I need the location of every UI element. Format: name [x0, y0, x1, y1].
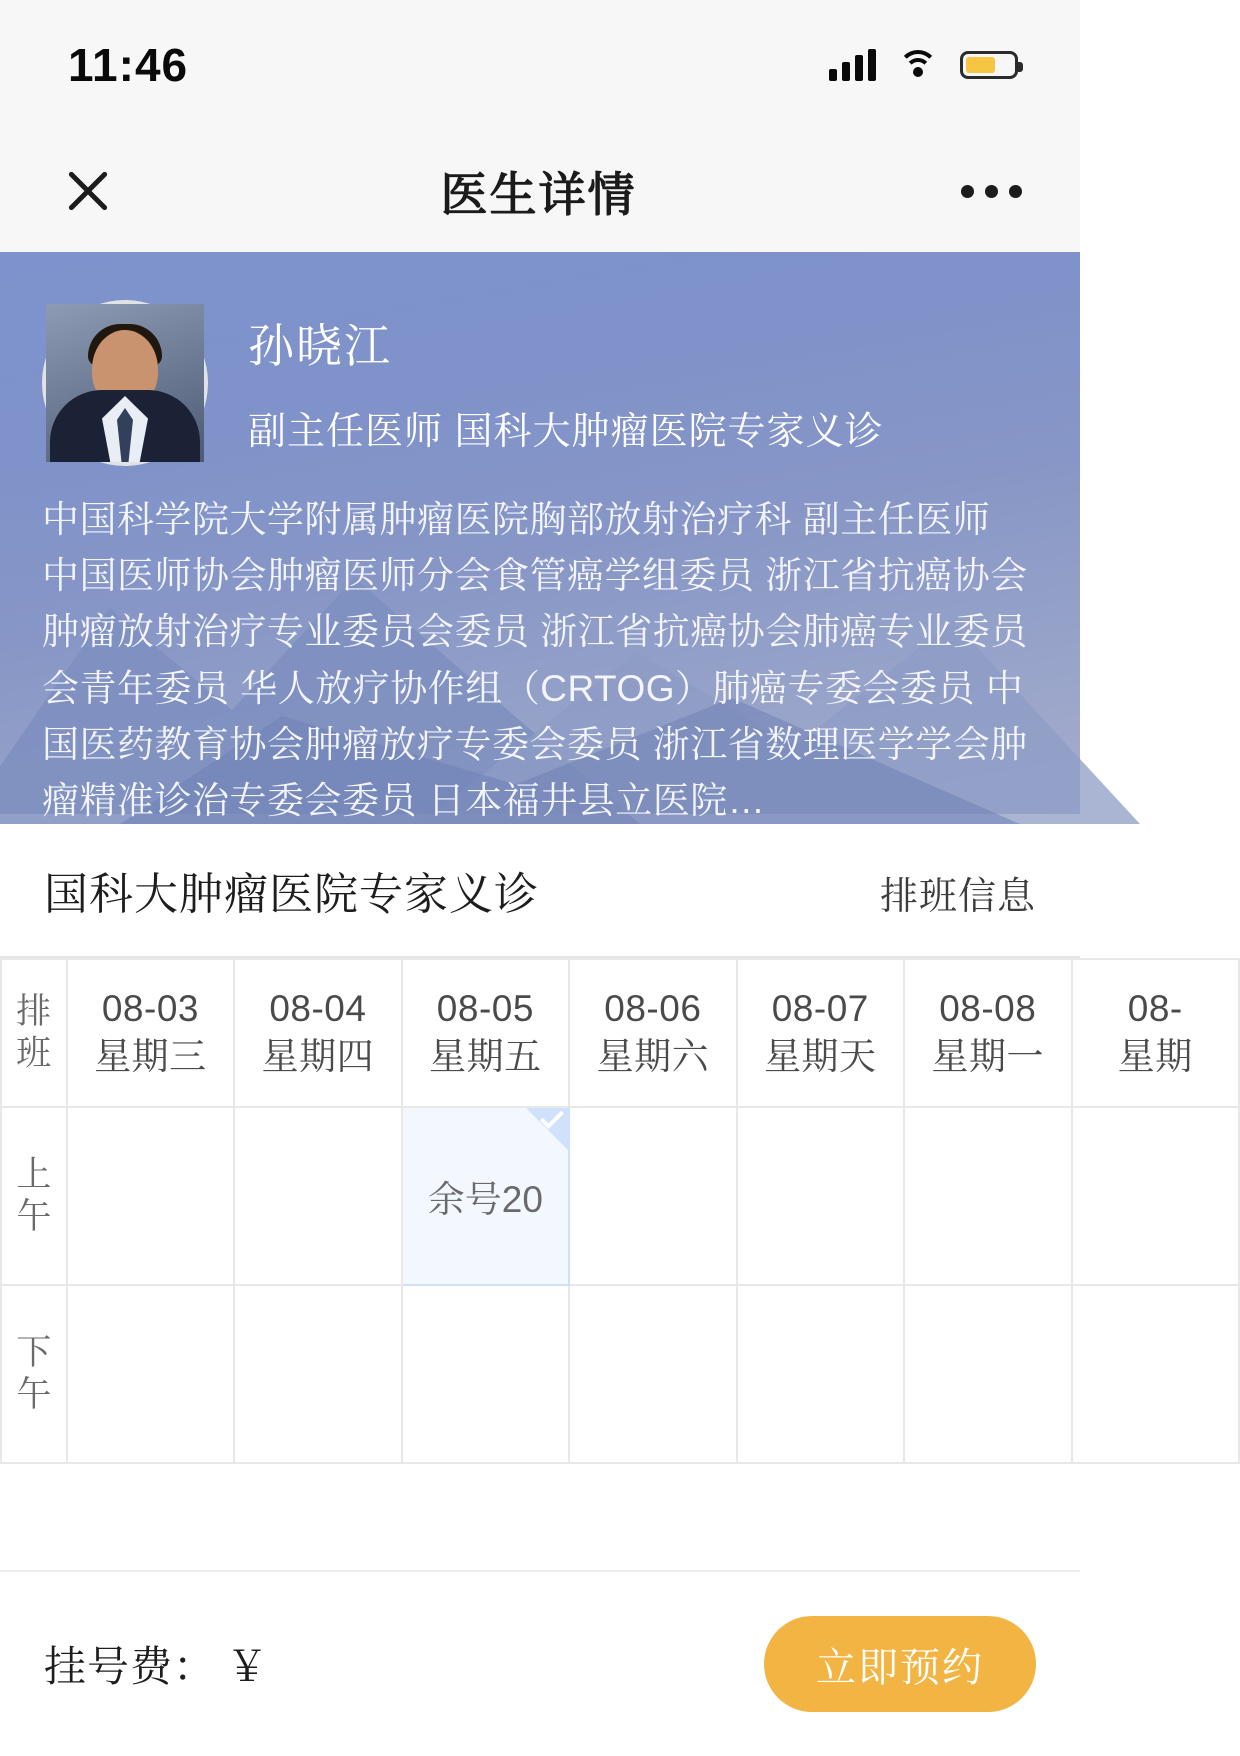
wifi-icon [898, 50, 938, 80]
day-weekday: 星期天 [764, 1036, 877, 1077]
day-column-header[interactable] [904, 959, 1071, 1107]
close-icon[interactable] [60, 163, 116, 219]
schedule-slot-selected[interactable] [402, 1107, 569, 1285]
book-now-button[interactable]: 立即预约 [764, 1616, 1036, 1712]
day-weekday: 星期五 [429, 1036, 542, 1077]
schedule-header [0, 814, 1080, 956]
schedule-table-scroller[interactable] [0, 956, 1193, 1570]
row-label-morning: 上午 [1, 1107, 67, 1285]
schedule-slot[interactable] [67, 1107, 234, 1285]
table-header-row [1, 959, 1239, 1107]
status-indicators [829, 49, 1018, 81]
status-time: 11:46 [68, 39, 189, 91]
schedule-slot[interactable] [904, 1285, 1071, 1463]
doctor-bio[interactable]: 中国科学院大学附属肿瘤医院胸部放射治疗科 副主任医师 中国医师协会肿瘤医师分会食管癌学组委员 浙江省抗癌协会肿瘤放射治疗专业委员会委员 浙江省抗癌协会肺癌专业委员会青年委员 华人放疗协作组（CRTOG）肺癌专委会委员 中国医药教育协会肿瘤放疗专委会委员 浙江省数理医学学会肿瘤精准诊治专委会委员 日本福井县立医院… [42, 499, 1028, 822]
registration-fee [44, 1634, 269, 1694]
doctor-name: 孙晓江 [248, 320, 392, 372]
day-weekday: 星期六 [596, 1036, 710, 1077]
day-date: 08-04 [269, 987, 367, 1029]
day-column-header[interactable] [569, 959, 736, 1107]
doctor-profile-header [0, 252, 1080, 822]
row-label-afternoon: 下午 [1, 1285, 67, 1463]
day-column-header[interactable] [67, 959, 234, 1107]
avatar [42, 300, 208, 466]
schedule-info-link[interactable]: 排班信息 [879, 876, 1036, 918]
day-date: 08-07 [771, 987, 869, 1029]
fee-value: ￥ [226, 1643, 270, 1690]
day-column-header[interactable] [234, 959, 401, 1107]
schedule-slot[interactable] [234, 1107, 401, 1285]
schedule-slot[interactable] [569, 1107, 736, 1285]
day-weekday: 星期四 [261, 1036, 375, 1077]
schedule-slot[interactable] [1072, 1107, 1239, 1285]
day-column-header[interactable] [1072, 959, 1239, 1107]
day-weekday: 星期一 [931, 1036, 1045, 1077]
schedule-section-title: 国科大肿瘤医院专家义诊 [44, 870, 539, 919]
doctor-title: 副主任医师 国科大肿瘤医院专家义诊 [248, 411, 884, 453]
day-date: 08-03 [101, 987, 199, 1029]
schedule-slot[interactable] [1072, 1285, 1239, 1463]
day-column-header[interactable] [737, 959, 904, 1107]
schedule-slot[interactable] [904, 1107, 1071, 1285]
corner-label-text: 排班 [16, 992, 52, 1073]
fee-label: 挂号费： [44, 1643, 217, 1690]
page-title: 医生详情 [440, 167, 637, 221]
table-row [1, 1107, 1239, 1285]
schedule-slot[interactable] [402, 1285, 569, 1463]
table-row [1, 1285, 1239, 1463]
schedule-slot[interactable] [737, 1107, 904, 1285]
day-weekday: 星期 [1117, 1036, 1193, 1077]
day-weekday: 星期三 [94, 1036, 207, 1077]
schedule-slot[interactable] [67, 1285, 234, 1463]
day-date: 08- [1127, 987, 1183, 1029]
booking-footer [0, 1570, 1080, 1756]
schedule-slot[interactable] [737, 1285, 904, 1463]
schedule-table [0, 958, 1240, 1464]
navigation-bar [0, 130, 1080, 252]
day-column-header[interactable] [402, 959, 569, 1107]
battery-icon [960, 51, 1018, 79]
day-date: 08-08 [939, 987, 1037, 1029]
schedule-slot[interactable] [234, 1285, 401, 1463]
status-bar [0, 0, 1080, 130]
more-options-icon[interactable] [961, 185, 1022, 198]
day-date: 08-05 [436, 987, 534, 1029]
slot-remaining-label: 余号20 [427, 1179, 543, 1220]
day-date: 08-06 [604, 987, 702, 1029]
schedule-corner-label [1, 959, 67, 1107]
schedule-slot[interactable] [569, 1285, 736, 1463]
cellular-signal-icon [829, 49, 876, 81]
